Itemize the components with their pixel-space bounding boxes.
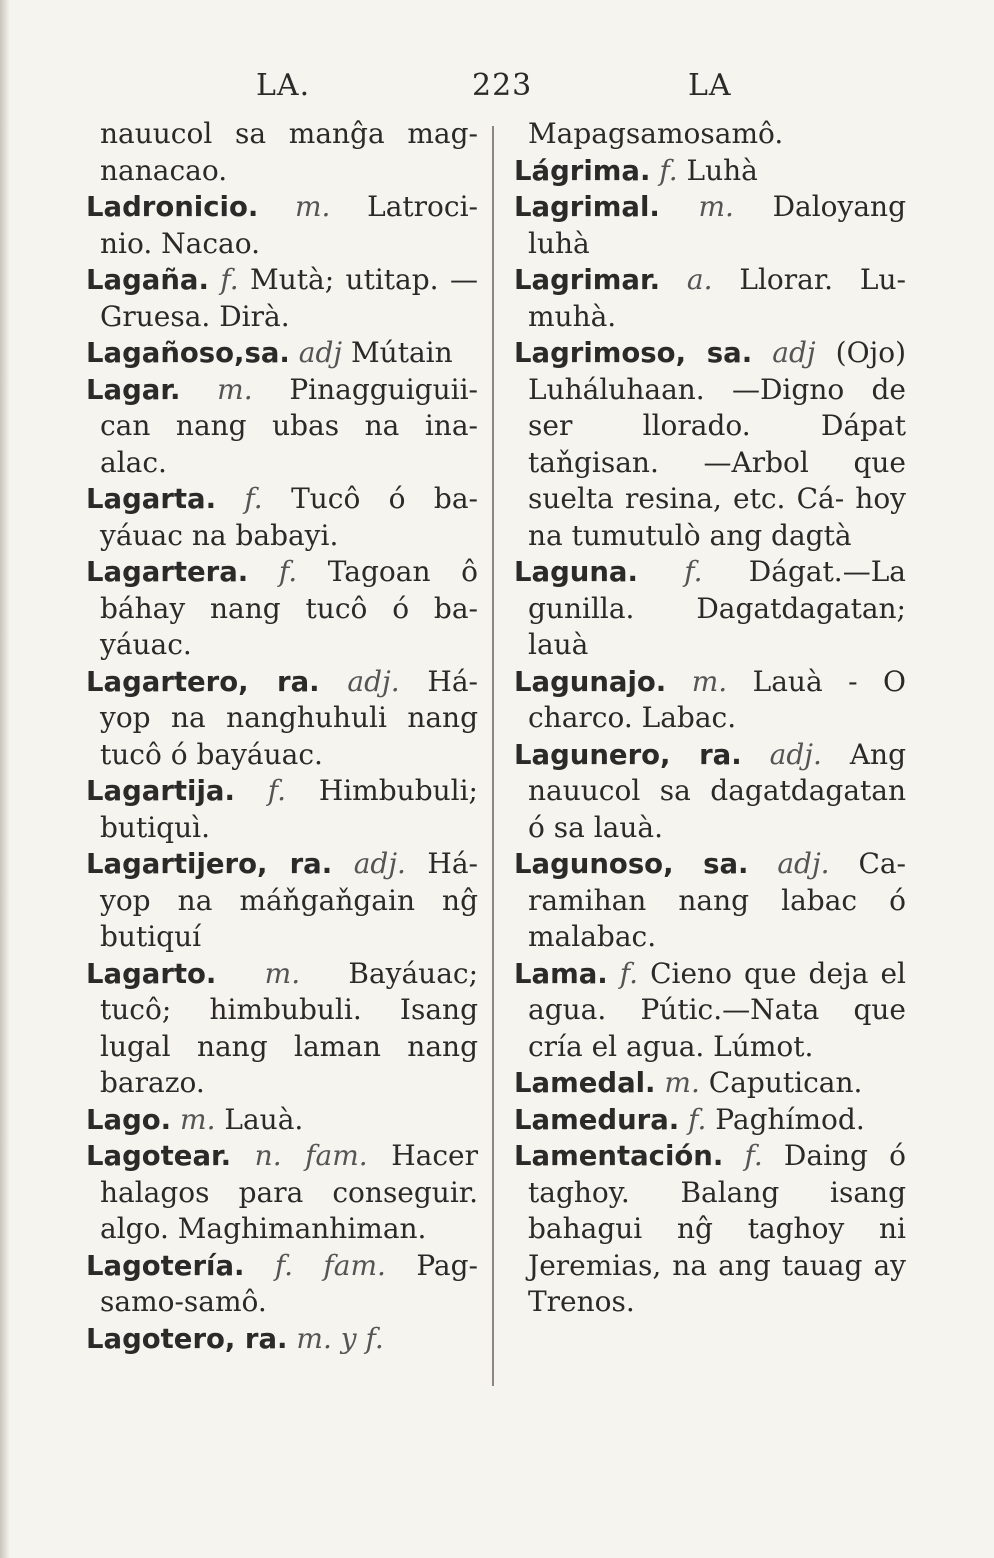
- dictionary-entry: [86, 1248, 478, 1321]
- running-head-left: LA.: [256, 68, 311, 103]
- entry-definition: (Ojo) Luháluhaan. —Digno de ser llorado. Dápat taňgisan. —Arbol que suelta resina, etc. Cá- hoy na tumutulò ang dagtà: [528, 336, 906, 552]
- dictionary-entry: [86, 773, 478, 846]
- entry-headword: Lagrimal.: [514, 191, 660, 223]
- entry-grammar: f.: [688, 1102, 707, 1136]
- entry-definition: Paghímod.: [715, 1102, 865, 1136]
- entry-definition: Há- yop na nanghuhuli nang tucô ó bayáuac.: [100, 664, 478, 771]
- entry-definition: Ca- ramihan nang labac ó malabac.: [528, 847, 907, 953]
- running-head-right: LA: [688, 68, 732, 103]
- entry-headword: Lagartija.: [86, 775, 235, 807]
- entry-definition: nauucol sa manĝa mag- nanacao.: [100, 117, 478, 187]
- entry-headword: Lamentación.: [514, 1140, 724, 1172]
- dictionary-entry: [86, 116, 478, 189]
- entry-grammar: f.: [659, 153, 678, 187]
- entry-definition: Daloyang luhà: [528, 190, 907, 260]
- dictionary-entry: [86, 189, 478, 262]
- entry-definition: Mutà; utitap. —Gruesa. Dirà.: [100, 263, 478, 333]
- dictionary-entry: [86, 554, 478, 664]
- dictionary-entry: [514, 335, 906, 554]
- entry-grammar: f.: [744, 1139, 763, 1172]
- entry-grammar: adj.: [347, 664, 400, 698]
- entry-grammar: adj.: [769, 737, 822, 771]
- entry-definition: Lauà.: [224, 1102, 304, 1136]
- entry-grammar: m.: [664, 1066, 700, 1099]
- entry-definition: Pag- samo-samô.: [100, 1248, 478, 1318]
- right-column: [514, 116, 906, 1321]
- entry-headword: Lagartijero, ra.: [86, 848, 333, 880]
- entry-definition: Cieno que deja el agua. Pútic.—Nata que cría el agua. Lúmot.: [528, 956, 906, 1063]
- dictionary-entry: [86, 481, 478, 554]
- entry-definition: Bayáuac; tucô; himbubuli. Isang lugal nang laman nang barazo.: [100, 956, 479, 1099]
- dictionary-entry: [514, 189, 906, 262]
- entry-headword: Lamedal.: [514, 1067, 656, 1099]
- entry-definition: Pinagguiguii- can nang ubas na ina- alac.: [100, 372, 478, 479]
- entry-headword: Laguna.: [514, 556, 638, 588]
- dictionary-entry: [514, 664, 906, 737]
- entry-headword: Lagrimar.: [514, 264, 661, 296]
- entry-grammar: adj: [298, 336, 343, 369]
- entry-grammar: m. y f.: [296, 1321, 384, 1355]
- entry-headword: Lagarta.: [86, 483, 217, 515]
- entry-headword: Lama.: [514, 957, 608, 990]
- dictionary-entry: [86, 335, 478, 372]
- dictionary-entry: [514, 956, 906, 1066]
- dictionary-entry: [86, 372, 478, 482]
- entry-grammar: adj: [772, 336, 816, 369]
- entry-grammar: m.: [180, 1102, 216, 1136]
- column-divider: [492, 126, 494, 1386]
- entry-definition: Mapagsamosamô.: [528, 117, 784, 150]
- entry-grammar: m.: [698, 190, 734, 223]
- entry-headword: Lagarto.: [86, 957, 217, 990]
- entry-definition: Latroci- nio. Nacao.: [100, 190, 479, 260]
- entry-definition: Caputican.: [708, 1066, 863, 1099]
- dictionary-entry: [514, 554, 906, 664]
- entry-definition: Mútain: [351, 336, 453, 369]
- entry-headword: Lamedura.: [514, 1103, 680, 1136]
- entry-headword: Lagar.: [86, 373, 181, 406]
- dictionary-entry: [86, 262, 478, 335]
- dictionary-entry: [86, 956, 478, 1102]
- entry-grammar: f.: [220, 263, 239, 296]
- entry-definition: Himbubuli; butiquì.: [100, 774, 478, 844]
- entry-headword: Lagrimoso, sa.: [514, 337, 753, 369]
- dictionary-entry: [86, 1138, 478, 1248]
- entry-grammar: f.: [244, 482, 263, 515]
- entry-headword: Lagunoso, sa.: [514, 848, 749, 880]
- entry-grammar: f.: [267, 774, 286, 807]
- dictionary-entry: [86, 1102, 478, 1139]
- entry-grammar: m.: [691, 664, 728, 698]
- dictionary-entry: [514, 116, 906, 153]
- dictionary-entry: [514, 1138, 906, 1321]
- entry-grammar: f. fam.: [274, 1248, 386, 1282]
- entry-headword: Ladronicio.: [86, 191, 259, 223]
- entry-headword: Lagaña.: [86, 264, 209, 296]
- dictionary-entry: [514, 737, 906, 847]
- entry-headword: Lagotero, ra.: [86, 1322, 288, 1355]
- dictionary-entry: [514, 846, 906, 956]
- entry-grammar: adj.: [777, 847, 830, 880]
- entry-headword: Lago.: [86, 1103, 172, 1136]
- entry-headword: Lagartera.: [86, 556, 249, 588]
- entry-headword: Lágrima.: [514, 154, 651, 187]
- entry-definition: Há- yop na máňgaňgain nĝ butiquí: [100, 847, 478, 953]
- page-number: 223: [472, 68, 533, 103]
- entry-grammar: m.: [217, 372, 253, 406]
- entry-definition: Daing ó taghoy. Balang isang bahagui nĝ taghoy ni Jeremias, na ang tauag ay Trenos.: [528, 1139, 906, 1318]
- dictionary-entry: [514, 1102, 906, 1139]
- entry-definition: Tucô ó ba- yáuac na babayi.: [100, 482, 478, 552]
- entry-headword: Lagunajo.: [514, 665, 667, 698]
- entry-definition: Ang nauucol sa dagatdagatan ó sa lauà.: [528, 737, 906, 844]
- entry-headword: Lagotería.: [86, 1249, 245, 1282]
- entry-grammar: a.: [686, 263, 713, 296]
- entry-grammar: m.: [264, 956, 301, 990]
- dictionary-entry: [514, 1065, 906, 1102]
- entry-grammar: f.: [684, 555, 703, 588]
- entry-grammar: n. fam.: [254, 1139, 368, 1172]
- page-edge-shadow: [0, 0, 10, 1558]
- dictionary-entry: [86, 664, 478, 774]
- entry-definition: Hacer halagos para conseguir. algo. Maghimanhiman.: [100, 1139, 478, 1245]
- entry-grammar: f.: [619, 956, 639, 990]
- entry-definition: Dágat.—La gunilla. Dagatdagatan; lauà: [528, 555, 906, 661]
- entry-grammar: adj.: [353, 847, 406, 880]
- left-column: [86, 116, 478, 1357]
- entry-grammar: f.: [278, 555, 298, 588]
- entry-grammar: m.: [294, 190, 331, 223]
- dictionary-entry: [514, 262, 906, 335]
- entry-headword: Lagañoso,sa.: [86, 337, 290, 369]
- entry-definition: Lauà - O charco. Labac.: [528, 664, 906, 734]
- entry-headword: Lagotear.: [86, 1140, 232, 1172]
- dictionary-entry: [514, 153, 906, 190]
- entry-definition: Llorar. Lu- muhà.: [528, 263, 907, 333]
- entry-headword: Lagartero, ra.: [86, 665, 320, 698]
- entry-definition: Tagoan ô báhay nang tucô ó ba- yáuac.: [100, 555, 478, 661]
- entry-definition: Luhà: [686, 153, 758, 187]
- dictionary-entry: [86, 846, 478, 956]
- entry-headword: Lagunero, ra.: [514, 738, 742, 771]
- dictionary-entry: [86, 1321, 478, 1358]
